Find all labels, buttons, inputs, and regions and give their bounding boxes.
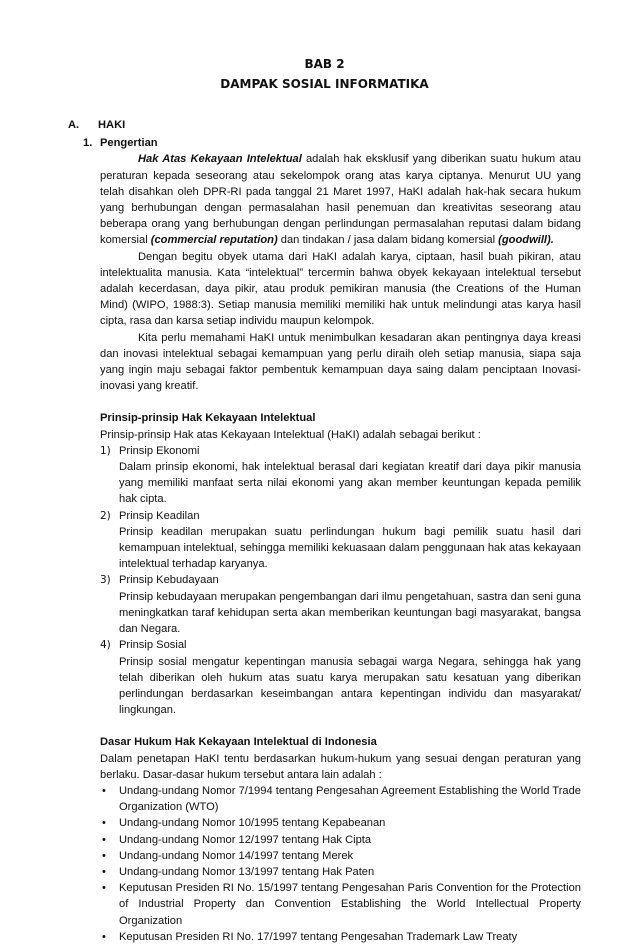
bullet-icon: • <box>102 865 106 878</box>
term-goodwill: (goodwill). <box>498 234 554 247</box>
subsection-title: Pengertian <box>100 137 158 150</box>
law-text: Undang-undang Nomor 10/1995 tentang Kepabeanan <box>119 817 386 830</box>
paragraph-importance: Kita perlu memahami HaKI untuk menimbulkan kesadaran akan pentingnya daya kreasi dan inovasi intelektual sebagai kemampuan yang perlu diraih oleh setiap manusia, siapa saja yang ingin maju sebagai faktor pembentuk kemampuan daya saing dalam penciptaan Inovasi-inovasi yang kreatif. <box>100 331 581 393</box>
section-heading <box>68 117 581 133</box>
paragraph-object: Dengan begitu obyek utama dari HaKI adalah karya, ciptaan, hasil buah pikiran, atau intelektualita manusia. Kata “intelektual” tercermin bahwa obyek kekayaan intelektual tersebut adalah kecerdasan, daya pikir, atau produk pemikiran manusia (the Creations of the Human Mind) (WIPO, 1988:3). Setiap manusia memiliki memiliki hak untuk melindungi atas karya hasil cipta, rasa dan karsa setiap individu maupun kelompok. <box>100 250 581 328</box>
law-text: Keputusan Presiden RI No. 17/1997 tentang Pengesahan Trademark Law Treaty <box>119 930 518 943</box>
laws-list <box>100 783 581 945</box>
item-title: Prinsip Keadilan <box>119 509 200 522</box>
principles-list <box>100 443 581 718</box>
law-text: Undang-undang Nomor 12/1997 tentang Hak Cipta <box>119 833 372 846</box>
list-item <box>100 443 581 508</box>
chapter-title: DAMPAK SOSIAL INFORMATIKA <box>220 77 429 91</box>
law-text: Keputusan Presiden RI No. 15/1997 tentang Pengesahan Paris Convention for the Protection of Industrial Property dan Convention Establishing the World Intellectual Property Organization <box>119 882 581 927</box>
item-text: Prinsip sosial mengatur kepentingan manusia sebagai warga Negara, sehingga hak yang telah diberikan oleh hukum atas suatu karya merupakan satu kesatuan yang diberikan perlindungan berdasarkan keseimbangan antara kepentingan individu dan masyarakat/ lingkungan. <box>119 655 581 717</box>
list-item <box>100 832 581 848</box>
item-number: 1) <box>100 444 111 457</box>
item-number: 2) <box>100 509 111 522</box>
law-text: Undang-undang Nomor 13/1997 tentang Hak Paten <box>119 865 375 878</box>
legal-basis-intro: Dalam penetapan HaKI tentu berdasarkan hukum-hukum yang sesuai dengan peraturan yang berlaku. Dasar-dasar hukum tersebut antara lain adalah : <box>100 752 581 781</box>
list-item <box>100 783 581 815</box>
list-item <box>100 637 581 718</box>
bullet-icon: • <box>102 817 106 830</box>
section-title: HAKI <box>98 119 126 131</box>
bullet-icon: • <box>102 784 106 797</box>
law-text: Undang-undang Nomor 7/1994 tentang Pengesahan Agreement Establishing the World Trade Organization (WTO) <box>119 784 581 814</box>
section-content <box>100 151 581 945</box>
term-commercial-reputation: (commercial reputation) <box>150 234 278 247</box>
item-number: 4) <box>100 639 111 652</box>
subsection-number: 1. <box>83 137 93 150</box>
paragraph-definition <box>100 151 581 248</box>
section-letter: A. <box>68 119 80 131</box>
list-item <box>100 572 581 637</box>
definition-text-1: adalah hak eksklusif yang diberikan suatu hukum atau peraturan kepada seseorang atau sekelompok orang atas karya ciptanya. Menurut UU yang telah disahkan oleh DPR-RI pada tanggal 21 Maret 1997, HaKI adalah hak-hak secara hukum yang berhubungan dengan permasalahan hasil penemuan dan kreativitas seseorang atau beberapa orang yang berhubungan dengan perlindungan permasalahan reputasi dalam bidang komersial <box>100 153 581 247</box>
chapter-number: BAB 2 <box>304 57 345 71</box>
bullet-icon: • <box>102 849 106 862</box>
principles-heading: Prinsip-prinsip Hak Kekayaan Intelektual <box>100 412 316 425</box>
item-title: Prinsip Kebudayaan <box>119 574 219 587</box>
item-title: Prinsip Ekonomi <box>119 444 200 457</box>
term-haki: Hak Atas Kekayaan Intelektual <box>138 153 302 166</box>
legal-basis-heading: Dasar Hukum Hak Kekayaan Intelektual di Indonesia <box>100 736 377 749</box>
item-text: Dalam prinsip ekonomi, hak intelektual berasal dari kegiatan kreatif dari daya pikir manusia yang memiliki manfaat serta nilai ekonomi yang akan member keuntungan kepada pemilik hak cipta. <box>119 461 581 506</box>
list-item <box>100 929 581 945</box>
list-item <box>100 848 581 864</box>
principles-intro: Prinsip-prinsip Hak atas Kekayaan Intelektual (HaKI) adalah sebagai berikut : <box>100 428 481 441</box>
law-text: Undang-undang Nomor 14/1997 tentang Merek <box>119 849 354 862</box>
item-number: 3) <box>100 574 111 587</box>
bullet-icon: • <box>102 930 106 943</box>
subsection-heading <box>83 135 581 151</box>
list-item <box>100 864 581 880</box>
bullet-icon: • <box>102 882 106 895</box>
definition-text-2: dan tindakan / jasa dalam bidang komersial <box>277 234 499 247</box>
item-title: Prinsip Sosial <box>119 639 187 652</box>
bullet-icon: • <box>102 833 106 846</box>
item-text: Prinsip kebudayaan merupakan pengembangan dari ilmu pengetahuan, sastra dan seni guna meningkatkan taraf kehidupan serta akan memberikan keuntungan bagi masyarakat, bangsa dan Negara. <box>119 590 581 636</box>
list-item <box>100 815 581 831</box>
list-item <box>100 508 581 573</box>
item-text: Prinsip keadilan merupakan suatu perlindungan hukum bagi pemilik suatu hasil dari kemampuan intelektual, sehingga memiliki kekuasaan dalam penggunaan hak atas kekayaan intelektual terhadap karyanya. <box>119 525 581 571</box>
list-item <box>100 880 581 929</box>
